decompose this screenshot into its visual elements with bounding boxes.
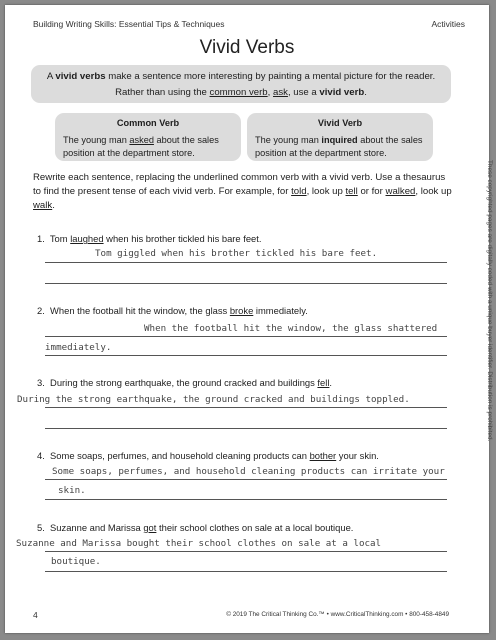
definition-text: A: [46, 71, 56, 82]
question-text: their school clothes on sale at a local boutique.: [156, 522, 354, 533]
question-1: [37, 233, 261, 244]
question-verb: laughed: [70, 233, 104, 244]
instruction-underlined: walk: [33, 200, 53, 211]
answer-4-line-2[interactable]: [45, 499, 447, 500]
question-verb: fell: [317, 377, 330, 388]
answer-2-line-1[interactable]: [45, 336, 447, 337]
question-text: When the football hit the window, the glass: [50, 305, 230, 316]
definition-text: .: [364, 87, 367, 98]
question-4: [37, 450, 379, 461]
example-text: about the sales position at the department store.: [63, 135, 219, 158]
answer-3-line-1-text: During the strong earthquake, the ground cracked and buildings toppled.: [17, 394, 410, 405]
example-text: The young man: [63, 135, 130, 145]
example-verb: inquired: [321, 135, 358, 145]
instruction-text: Rewrite each sentence, replacing the underlined common verb with a vivid verb. Use a thesaurus to find the present tense of each vivid verb. For example, for: [33, 172, 446, 197]
vivid-verb-box: [247, 113, 433, 161]
answer-2-line-2-text: immediately.: [45, 342, 112, 353]
answer-4-line-1[interactable]: [45, 479, 447, 480]
answer-3-line-2[interactable]: [45, 428, 447, 429]
answer-5-line-2-text: boutique.: [51, 556, 101, 567]
answer-5-line-2[interactable]: [45, 571, 447, 572]
worksheet-page: [5, 5, 493, 633]
common-verb-box: [55, 113, 241, 161]
header-book-title: Building Writing Skills: Essential Tips & Techniques: [33, 19, 225, 29]
question-text: immediately.: [253, 305, 308, 316]
question-text: Some soaps, perfumes, and household cleaning products can: [50, 450, 310, 461]
answer-5-line-1[interactable]: [45, 551, 447, 552]
question-2: [37, 305, 308, 316]
question-text: Tom: [49, 233, 71, 244]
definition-line-1: [31, 71, 451, 82]
question-number: 4.: [37, 450, 45, 461]
instruction-text: or for: [357, 186, 386, 197]
question-text: Suzanne and Marissa: [50, 522, 144, 533]
instruction-underlined: tell: [345, 186, 358, 197]
instruction-text: , look up: [306, 186, 346, 197]
answer-2-line-1-text: When the football hit the window, the glass shattered: [144, 323, 438, 334]
instruction-text: , look up: [415, 186, 452, 197]
vivid-verb-heading: Vivid Verb: [317, 118, 363, 128]
answer-4-line-1-text: Some soaps, perfumes, and household cleaning products can irritate your: [52, 466, 445, 477]
question-verb: broke: [229, 305, 254, 316]
common-verb-heading: Common Verb: [116, 118, 180, 128]
answer-4-line-2-text: skin.: [58, 485, 86, 496]
answer-3-line-1[interactable]: [45, 407, 447, 408]
question-text: your skin.: [336, 450, 379, 461]
answer-5-line-1-text: Suzanne and Marissa bought their school clothes on sale at a local: [16, 538, 382, 549]
answer-1-line-1[interactable]: [45, 262, 447, 263]
copyright-notice-vertical: These copyrighted pages are digitally coded with a unique buyer identifier. Distribution is prohibited.: [486, 160, 493, 442]
definition-line-2: [31, 87, 451, 98]
page-number: 4: [33, 610, 38, 620]
definition-term: vivid verbs: [55, 71, 106, 82]
question-verb: got: [143, 522, 157, 533]
page-title: Vivid Verbs: [199, 37, 295, 58]
definition-box: [31, 65, 451, 103]
definition-text: ,: [267, 87, 273, 98]
definition-text: Rather than using the: [115, 87, 210, 98]
instruction-text: .: [52, 200, 55, 211]
common-verb-example: [63, 134, 235, 160]
example-verb: asked: [129, 135, 154, 145]
instructions: [33, 171, 453, 213]
answer-1-line-1-text: Tom giggled when his brother tickled his bare feet.: [95, 248, 378, 259]
definition-text: , use a: [287, 87, 320, 98]
header-section: Activities: [431, 19, 465, 29]
question-number: 1.: [37, 233, 45, 244]
example-text: The young man: [255, 135, 322, 145]
question-5: [37, 522, 353, 533]
question-text: During the strong earthquake, the ground cracked and buildings: [50, 377, 318, 388]
question-verb: bother: [309, 450, 337, 461]
question-3: [37, 377, 332, 388]
question-text: when his brother tickled his bare feet.: [103, 233, 262, 244]
definition-underlined: ask: [273, 87, 288, 98]
definition-underlined: common verb: [209, 87, 268, 98]
question-number: 2.: [37, 305, 45, 316]
answer-1-line-2[interactable]: [45, 283, 447, 284]
example-text: about the sales position at the department store.: [255, 135, 423, 158]
definition-text: make a sentence more interesting by painting a mental picture for the reader.: [105, 71, 436, 82]
question-text: .: [329, 377, 333, 388]
instruction-underlined: walked: [385, 186, 416, 197]
instruction-underlined: told: [291, 186, 307, 197]
vivid-verb-example: [255, 134, 427, 160]
definition-term: vivid verb: [319, 87, 365, 98]
question-number: 3.: [37, 377, 45, 388]
footer-copyright: © 2019 The Critical Thinking Co.™ • www.CriticalThinking.com • 800-458-4849: [226, 611, 449, 618]
question-number: 5.: [37, 522, 45, 533]
answer-2-line-2[interactable]: [45, 355, 447, 356]
